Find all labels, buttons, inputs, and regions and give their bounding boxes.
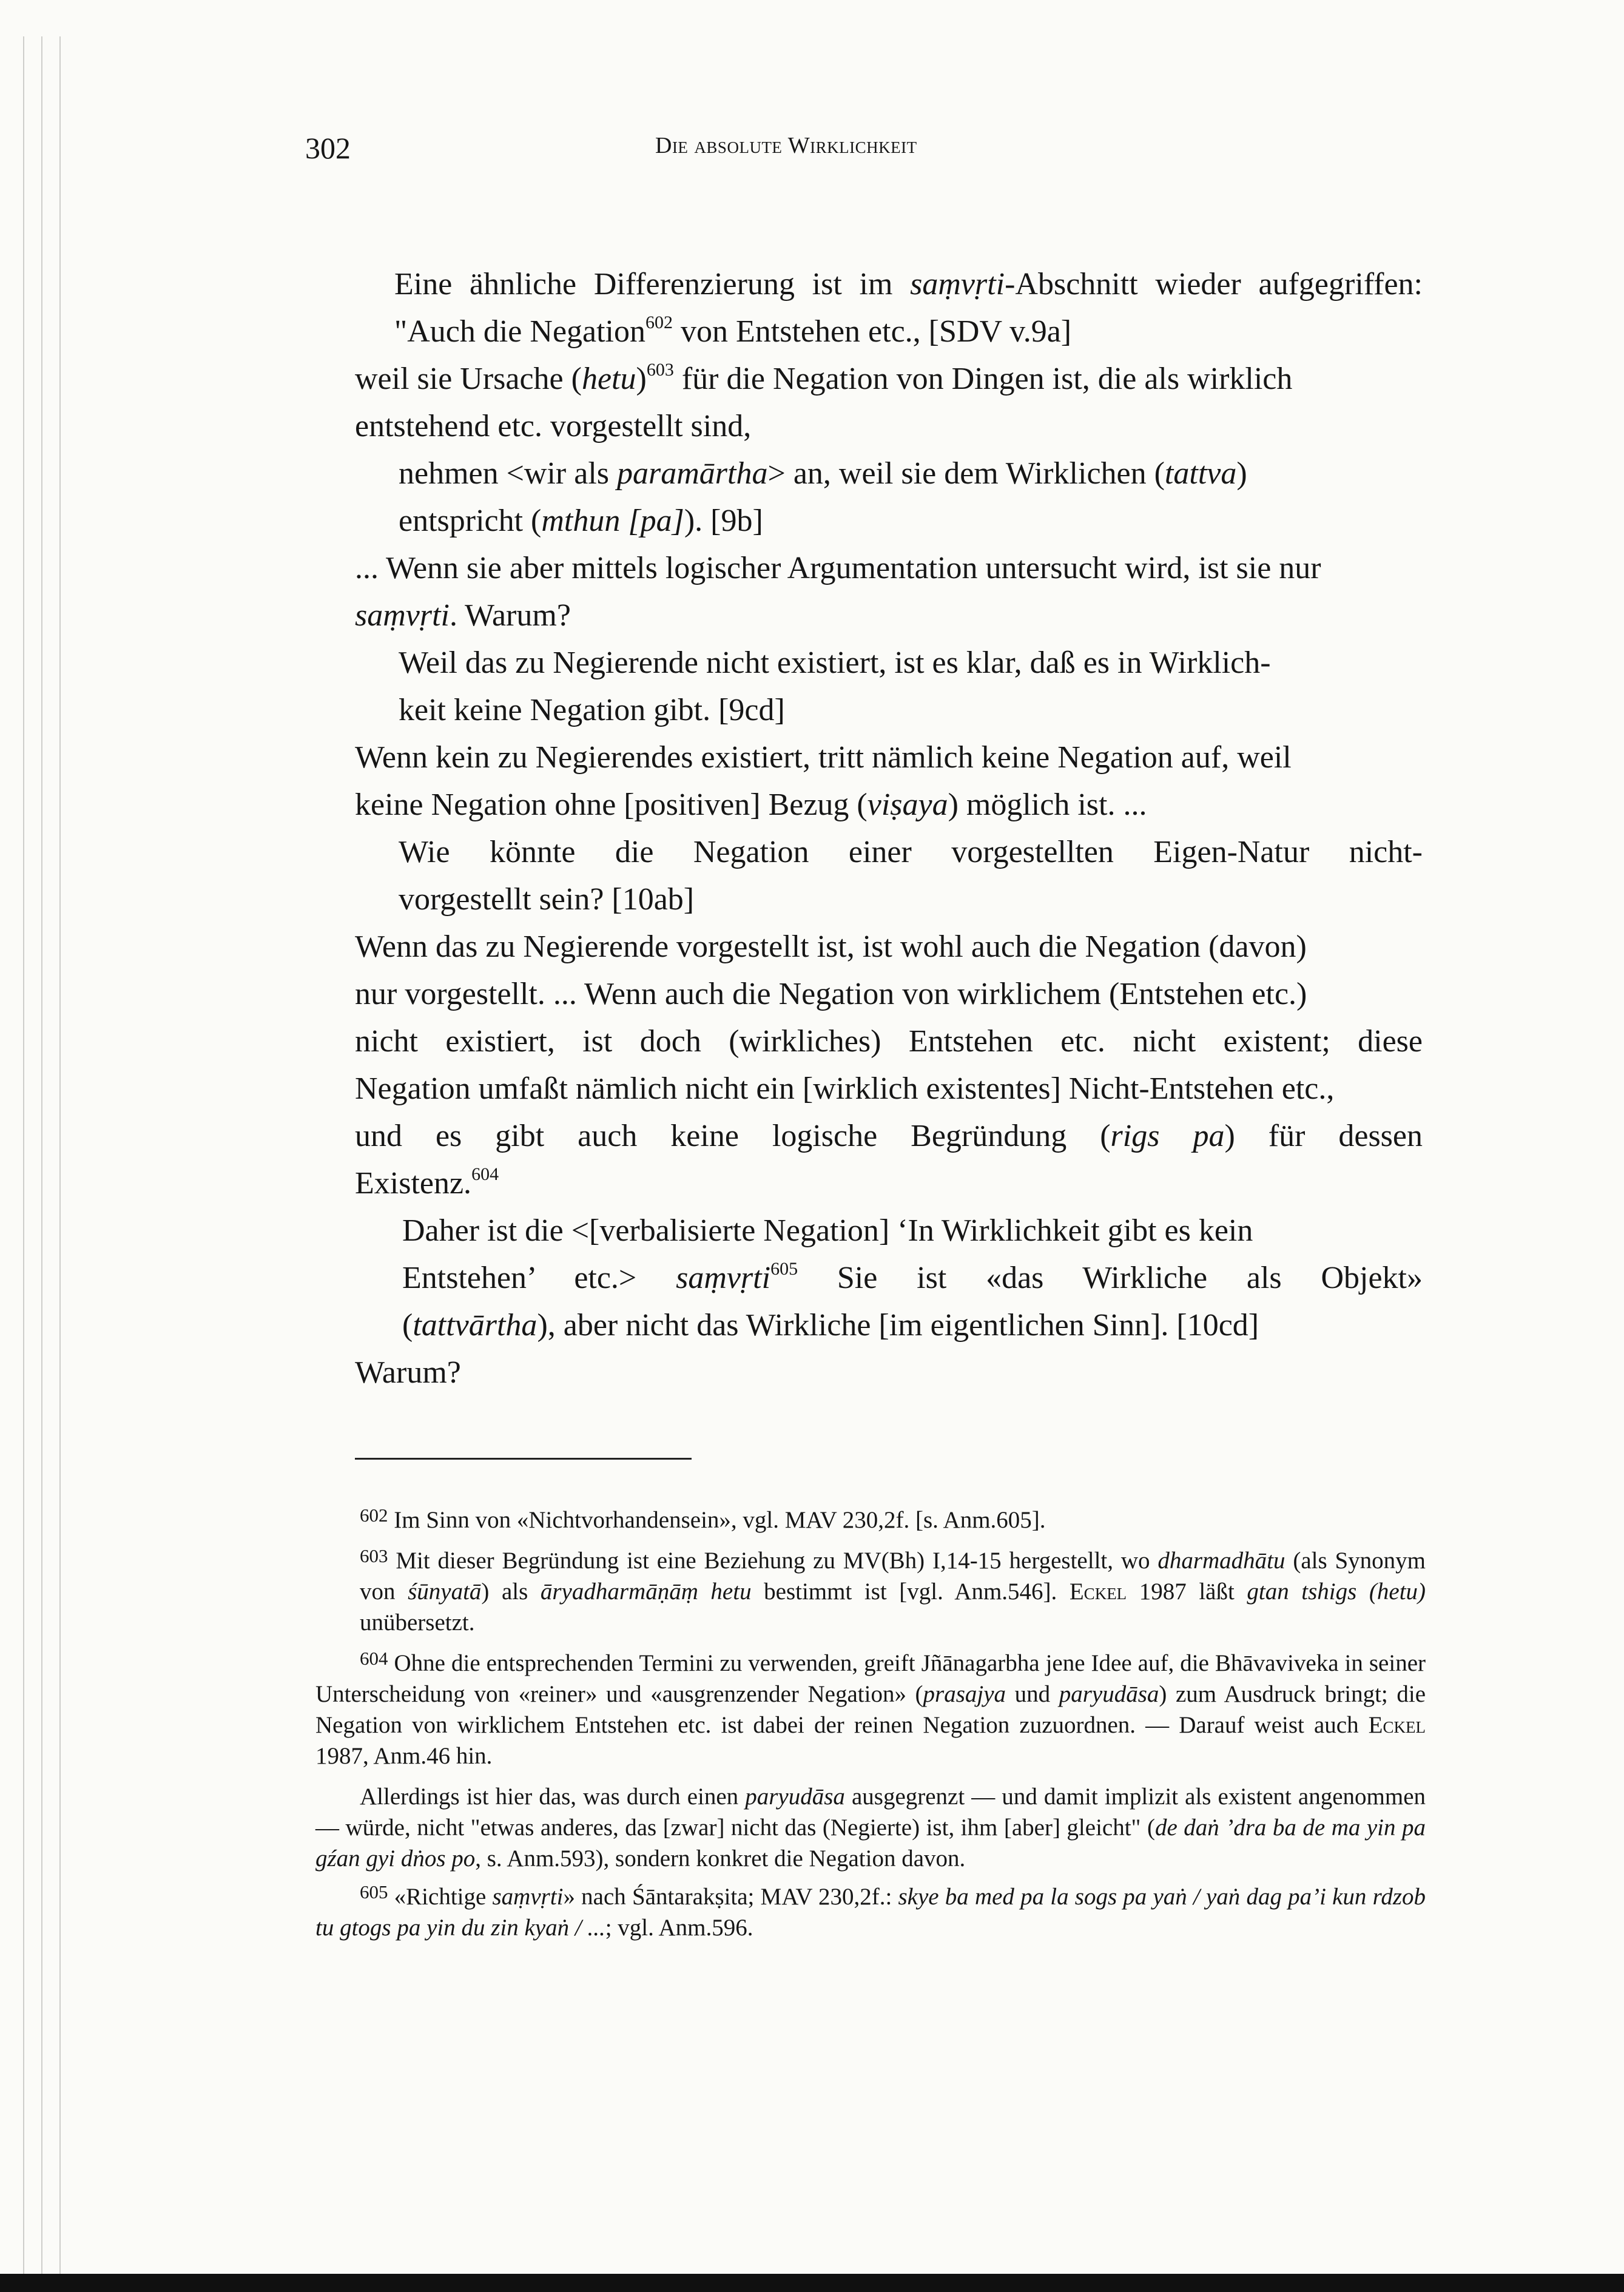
text-line: ... Wenn sie aber mittels logischer Argumentation untersucht wird, ist sie nur — [355, 551, 1321, 585]
footnote-604: $^{604}$ Ohne die entsprechenden Termini zu verwenden, greift Jñānagarbha jene Idee auf, die Bhāvaviveka in seiner Unterscheidung von «reiner» und «ausgrenzender Negation» (prasajya und paryudāsa) zum Ausdruck bringt; die Negation von wirklichem Entstehen etc. ist dabei der reinen Negation zuzuordnen. — Darauf weist auch Eckel 1987, Anm.46 hin. — [315, 1648, 1426, 1769]
text-line: Warum? — [355, 1355, 461, 1390]
scan-binding-shadow — [17, 36, 72, 2281]
footnote-ref: 605 — [770, 1259, 798, 1279]
footnote-number: 604 — [360, 1648, 388, 1669]
text-line: Existenz.$^{604}$ — [355, 1164, 499, 1201]
footnote-ref: 604 — [471, 1164, 499, 1184]
footnote-602: $^{602}$ Im Sinn von «Nichtvorhandensein», vgl. MAV 230,2f. [s. Anm.605]. — [360, 1505, 1046, 1533]
footnote-603: $^{603}$ Mit dieser Begründung ist eine Beziehung zu MV(Bh) I,14-15 hergestellt, wo dharmadhātu (als Synonym von śūnyatā) als āryadharmāṇāṃ hetu bestimmt ist [vgl. Anm.546]. Eckel 1987 läßt gtan tshigs (hetu) unübersetzt. — [360, 1545, 1426, 1636]
text-line: Eine ähnliche Differenzierung ist im saṃvṛti-Abschnitt wieder aufgegriffen: — [394, 267, 1423, 302]
text-line: saṃvṛti. Warum? — [355, 598, 571, 633]
footnote-604-continuation: Allerdings ist hier das, was durch einen paryudāsa ausgegrenzt — und damit implizit als existent angenommen — würde, nicht "etwas anderes, das [zwar] nicht das (Negierte) ist, ihm [aber] gleicht" (de daṅ ’dra ba de ma yin pa gźan gyi dṅos po, s. Anm.593), sondern konkret die Negation davon. — [315, 1784, 1426, 1872]
scan-bottom-edge — [0, 2274, 1624, 2292]
text-line: nicht existiert, ist doch (wirkliches) Entstehen etc. nicht existent; diese — [355, 1024, 1423, 1059]
text-line: vorgestellt sein? [10ab] — [399, 882, 695, 917]
footnote-ref: 603 — [646, 360, 674, 380]
text-line: entspricht (mthun [pa]). [9b] — [399, 504, 763, 538]
footnote-number: 603 — [360, 1545, 388, 1566]
text-line: Negation umfaßt nämlich nicht ein [wirklich existentes] Nicht-Entstehen etc., — [355, 1071, 1335, 1106]
text-line: Entstehen’ etc.> saṃvṛti$^{605}$ Sie ist «das Wirkliche als Objekt» — [402, 1259, 1423, 1295]
footnote-number: 602 — [360, 1505, 388, 1526]
text-line: entstehend etc. vorgestellt sind, — [355, 409, 752, 443]
text-line: und es gibt auch keine logische Begründung (rigs pa) für dessen — [355, 1119, 1423, 1153]
text-line: Weil das zu Negierende nicht existiert, ist es klar, daß es in Wirklich- — [399, 645, 1271, 680]
text-line: Wie könnte die Negation einer vorgestellten Eigen-Natur nicht- — [399, 835, 1423, 869]
text-line: (tattvārtha), aber nicht das Wirkliche [im eigentlichen Sinn]. [10cd] — [402, 1308, 1259, 1343]
main-text — [355, 261, 1423, 1397]
running-title: Die absolute Wirklichkeit — [655, 133, 917, 158]
text-line: "Auch die Negation$^{602}$ von Entstehen etc., [SDV v.9a] — [394, 312, 1072, 349]
footnotes — [315, 1505, 1426, 1953]
text-line: nur vorgestellt. ... Wenn auch die Negation von wirklichem (Entstehen etc.) — [355, 977, 1307, 1011]
text-line: weil sie Ursache (hetu)$^{603}$ für die Negation von Dingen ist, die als wirklich — [355, 360, 1293, 396]
footnote-ref: 602 — [645, 312, 673, 332]
text-line: nehmen <wir als paramārtha> an, weil sie dem Wirklichen (tattva) — [399, 456, 1247, 491]
text-line: Wenn kein zu Negierendes existiert, tritt nämlich keine Negation auf, weil — [355, 740, 1292, 775]
text-line: Daher ist die <[verbalisierte Negation] ‘In Wirklichkeit gibt es kein — [402, 1213, 1253, 1248]
footnote-rule — [355, 1458, 692, 1460]
footnote-number: 605 — [360, 1881, 388, 1903]
text-line: Wenn das zu Negierende vorgestellt ist, ist wohl auch die Negation (davon) — [355, 929, 1307, 964]
text-line: keit keine Negation gibt. [9cd] — [399, 693, 785, 727]
page-number: 302 — [305, 131, 351, 165]
footnote-605: $^{605}$ «Richtige saṃvṛti» nach Śāntarakṣita; MAV 230,2f.: skye ba med pa la sogs pa yaṅ / yaṅ dag pa’i kun rdzob tu gtogs pa yin du zin kyaṅ / ...; vgl. Anm.596. — [315, 1881, 1426, 1941]
text-line: keine Negation ohne [positiven] Bezug (viṣaya) möglich ist. ... — [355, 787, 1147, 822]
